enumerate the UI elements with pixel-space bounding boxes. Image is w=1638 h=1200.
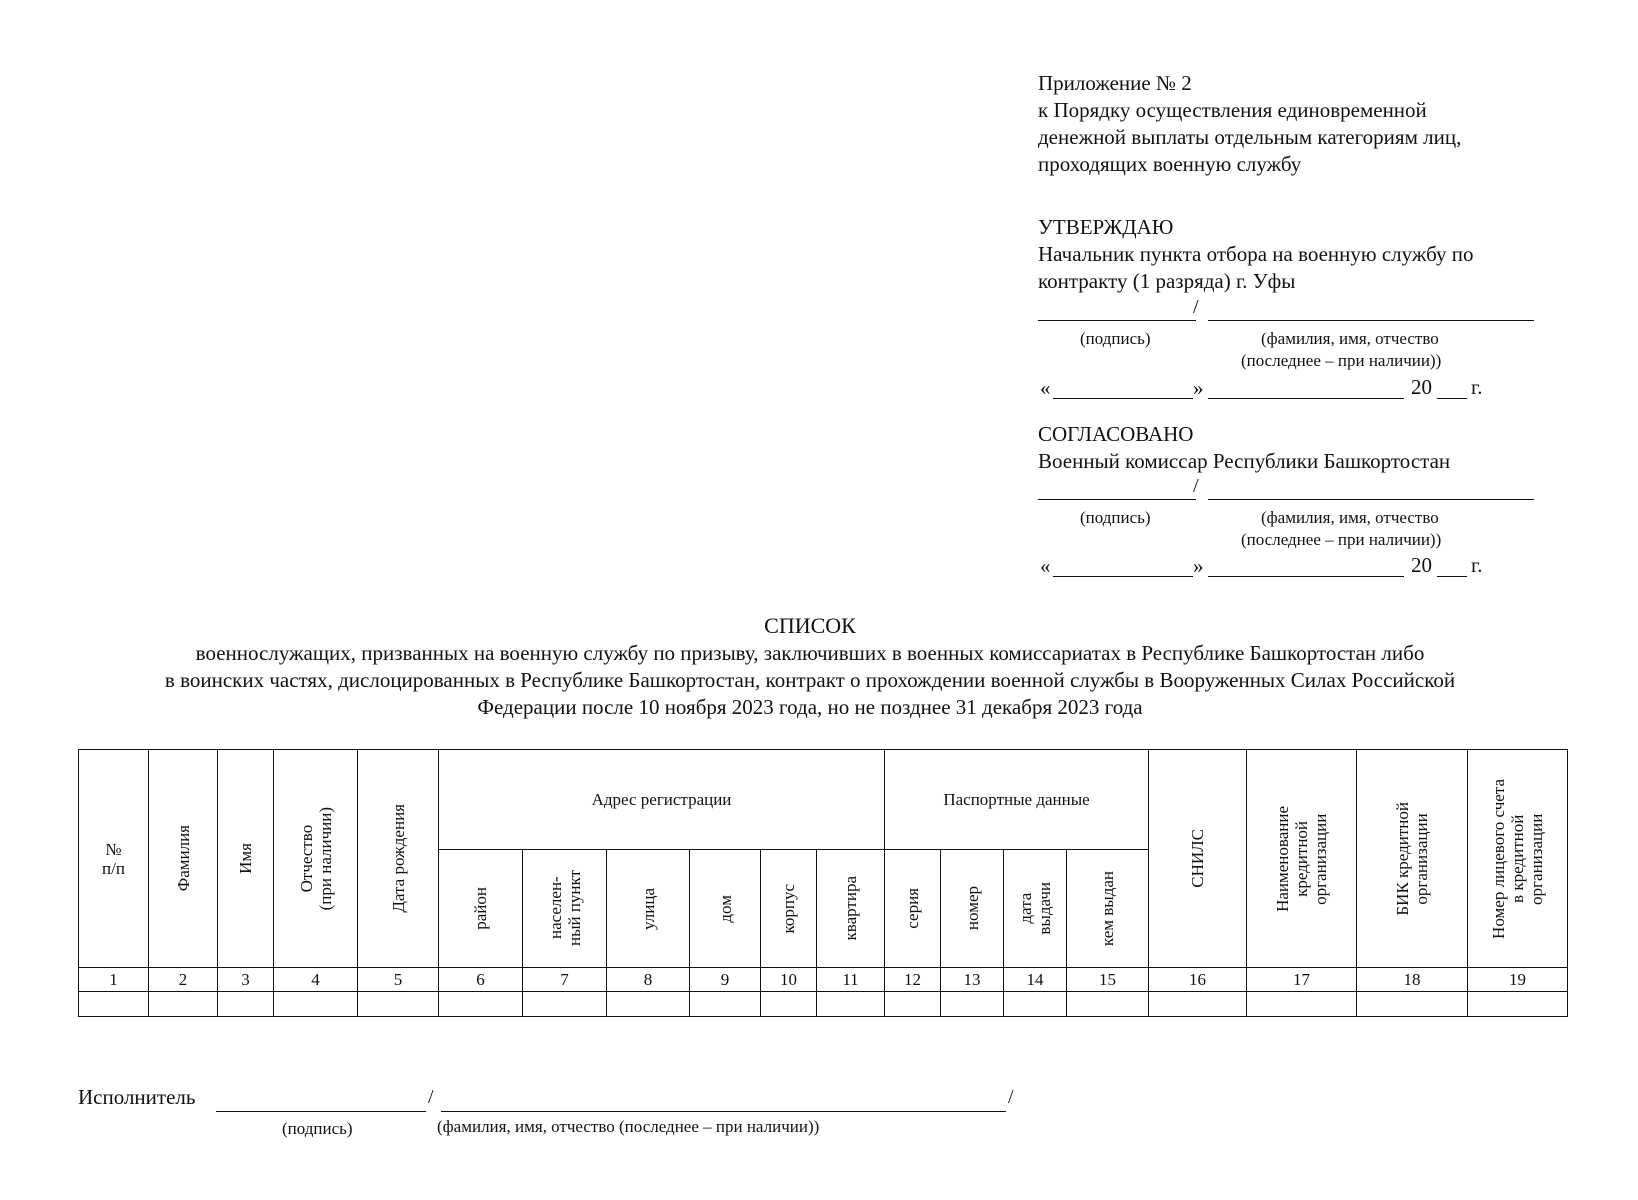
column-number: 1 <box>109 970 118 989</box>
header-account-label: Номер лицевого счета в кредитной организации <box>1489 778 1546 939</box>
approve-name-caption-2: (последнее – при наличии)) <box>1241 351 1442 370</box>
approve-year-suffix: г. <box>1471 375 1483 399</box>
header-issued-by <box>1066 849 1149 968</box>
title-line: в воинских частях, дислоцированных в Республике Башкортостан, контракт о прохождении военной службы в Вооруженных Силах Российской <box>164 668 1456 692</box>
header-apartment <box>816 849 885 968</box>
column-number-cell <box>438 967 523 992</box>
column-number-cell <box>1148 967 1247 992</box>
header-building <box>760 849 817 968</box>
agreed-year-field[interactable] <box>1437 576 1467 577</box>
header-series-label: серия <box>903 888 922 929</box>
data-cell[interactable] <box>357 991 439 1017</box>
title-line: Федерации после 10 ноября 2023 года, но не позднее 31 декабря 2023 года <box>477 695 1143 719</box>
agreed-position: Военный комиссар Республики Башкортостан <box>1038 449 1451 473</box>
header-name-label: Имя <box>236 843 255 874</box>
data-cell[interactable] <box>217 991 274 1017</box>
header-bik-label: БИК кредитной организации <box>1393 801 1431 916</box>
header-num <box>78 749 149 968</box>
header-address-group-label: Адрес регистрации <box>591 790 732 809</box>
header-district-label: район <box>471 887 490 930</box>
column-number-cell <box>522 967 607 992</box>
executor-name-caption: (фамилия, имя, отчество (последнее – при наличии)) <box>437 1117 820 1136</box>
data-cell[interactable] <box>1003 991 1067 1017</box>
executor-signature-caption: (подпись) <box>282 1119 353 1138</box>
appendix-block <box>1038 70 1461 178</box>
header-surname-label: Фамилия <box>173 825 193 892</box>
column-number: 16 <box>1189 970 1206 989</box>
agreed-slash: / <box>1193 475 1199 497</box>
data-cell[interactable] <box>1066 991 1149 1017</box>
personnel-table <box>78 749 1568 1019</box>
agreed-quote-close: » <box>1193 554 1204 578</box>
header-birth-date <box>357 749 439 968</box>
column-number: 15 <box>1099 970 1116 989</box>
header-district <box>438 849 523 968</box>
column-number-cell <box>1356 967 1468 992</box>
agreed-name-caption-2: (последнее – при наличии)) <box>1241 530 1442 549</box>
agreed-name-caption-1: (фамилия, имя, отчество <box>1261 508 1439 527</box>
data-cell[interactable] <box>606 991 690 1017</box>
column-number: 9 <box>720 970 730 989</box>
header-snils-label: СНИЛС <box>1188 829 1207 888</box>
header-num-label: № п/п <box>102 839 125 878</box>
data-cell[interactable] <box>78 991 149 1017</box>
column-number: 13 <box>963 970 981 989</box>
data-cell[interactable] <box>148 991 218 1017</box>
header-locality-label: населен- ный пункт <box>545 870 584 947</box>
column-number-cell <box>1066 967 1149 992</box>
data-cell[interactable] <box>522 991 607 1017</box>
executor-slash: / <box>428 1086 434 1108</box>
column-number: 3 <box>241 970 250 989</box>
header-bank-name <box>1246 749 1357 968</box>
column-number-cell <box>78 967 149 992</box>
approve-position-line: Начальник пункта отбора на военную службу по <box>1038 242 1474 266</box>
header-street-label: улица <box>638 887 658 930</box>
data-cell[interactable] <box>1148 991 1247 1017</box>
approve-name-caption-1: (фамилия, имя, отчество <box>1261 329 1439 348</box>
data-cell[interactable] <box>940 991 1004 1017</box>
header-birth-date-label: Дата рождения <box>388 804 408 913</box>
approve-day-field[interactable] <box>1053 398 1193 399</box>
agreed-quote-open: « <box>1040 554 1051 578</box>
approve-quote-close: » <box>1193 376 1204 400</box>
column-number: 19 <box>1509 970 1526 989</box>
header-patronymic <box>273 749 358 968</box>
data-cell[interactable] <box>689 991 761 1017</box>
approve-slash: / <box>1193 296 1199 318</box>
title-block <box>60 612 1560 721</box>
agreed-month-field[interactable] <box>1208 576 1404 577</box>
column-number-cell <box>760 967 817 992</box>
approve-signature-field[interactable] <box>1038 320 1196 321</box>
title-line: военнослужащих, призванных на военную службу по призыву, заключивших в военных комиссариатах в Республике Башкортостан либо <box>195 641 1425 665</box>
column-number: 14 <box>1026 970 1044 989</box>
header-locality <box>522 849 607 968</box>
header-issue-date-label: дата выдачи <box>1016 882 1054 935</box>
column-number-cell <box>1003 967 1067 992</box>
approve-quote-open: « <box>1040 376 1051 400</box>
approve-month-field[interactable] <box>1208 398 1404 399</box>
agreed-name-field[interactable] <box>1208 499 1534 500</box>
header-name <box>217 749 274 968</box>
header-issue-date <box>1003 849 1067 968</box>
data-cell[interactable] <box>884 991 941 1017</box>
header-building-label: корпус <box>779 883 798 934</box>
column-number: 5 <box>393 970 403 989</box>
column-number: 2 <box>178 970 188 989</box>
column-number: 4 <box>311 970 320 989</box>
column-number: 6 <box>476 970 485 989</box>
approve-block <box>1038 214 1473 295</box>
data-cell[interactable] <box>1246 991 1357 1017</box>
header-passport-group-label: Паспортные данные <box>943 790 1090 809</box>
column-number: 17 <box>1293 970 1310 989</box>
column-number: 7 <box>560 970 569 989</box>
header-account <box>1467 749 1568 968</box>
header-issued-by-label: кем выдан <box>1098 870 1117 947</box>
column-number-cell <box>940 967 1004 992</box>
data-cell[interactable] <box>273 991 358 1017</box>
agreed-year-suffix: г. <box>1471 553 1483 577</box>
appendix-line: Приложение № 2 <box>1038 71 1192 95</box>
agreed-day-field[interactable] <box>1053 576 1193 577</box>
appendix-line: к Порядку осуществления единовременной <box>1038 98 1427 122</box>
agreed-year-prefix: 20 <box>1411 553 1432 577</box>
column-number-cell <box>606 967 690 992</box>
column-number-cell <box>148 967 218 992</box>
column-number-cell <box>689 967 761 992</box>
executor-signature-field[interactable] <box>216 1111 426 1112</box>
executor-name-field[interactable] <box>441 1111 1006 1112</box>
data-cell[interactable] <box>760 991 817 1017</box>
header-series <box>884 849 941 968</box>
data-cell[interactable] <box>816 991 885 1017</box>
column-number-cell <box>816 967 885 992</box>
column-number: 12 <box>904 970 921 989</box>
executor-label: Исполнитель <box>78 1085 196 1109</box>
approve-name-field[interactable] <box>1208 320 1534 321</box>
column-number-cell <box>1246 967 1357 992</box>
column-number-cell <box>273 967 358 992</box>
header-address-group <box>438 749 885 850</box>
data-cell[interactable] <box>438 991 523 1017</box>
data-cell[interactable] <box>1467 991 1568 1017</box>
header-number-label: номер <box>962 886 982 931</box>
appendix-line: проходящих военную службу <box>1038 152 1302 176</box>
column-number-cell <box>357 967 439 992</box>
header-street <box>606 849 690 968</box>
document-title: СПИСОК <box>764 613 856 638</box>
executor-end-slash: / <box>1008 1086 1014 1108</box>
header-house-label: дом <box>715 894 735 923</box>
agreed-signature-caption: (подпись) <box>1080 508 1151 527</box>
column-number: 10 <box>780 970 797 989</box>
column-number-cell <box>1467 967 1568 992</box>
approve-heading: УТВЕРЖДАЮ <box>1038 215 1174 239</box>
appendix-line: денежной выплаты отдельным категориям лиц, <box>1038 125 1462 149</box>
header-apartment-label: квартира <box>841 876 860 941</box>
approve-signature-caption: (подпись) <box>1080 329 1151 348</box>
column-number-cell <box>217 967 274 992</box>
column-number-cell <box>884 967 941 992</box>
header-surname <box>148 749 218 968</box>
header-house <box>689 849 761 968</box>
header-number <box>940 849 1004 968</box>
agreed-signature-field[interactable] <box>1038 499 1196 500</box>
header-passport-group <box>884 749 1149 850</box>
header-bik <box>1356 749 1468 968</box>
column-number: 8 <box>643 970 653 989</box>
column-number: 11 <box>842 970 859 989</box>
agreed-block <box>1038 421 1450 475</box>
header-patronymic-label: Отчество (при наличии) <box>296 806 335 911</box>
data-cell[interactable] <box>1356 991 1468 1017</box>
header-snils <box>1148 749 1247 968</box>
column-number: 18 <box>1403 970 1421 989</box>
agreed-heading: СОГЛАСОВАНО <box>1038 422 1194 446</box>
approve-year-prefix: 20 <box>1411 375 1432 399</box>
approve-year-field[interactable] <box>1437 398 1467 399</box>
header-bank-name-label: Наименование кредитной организации <box>1273 805 1330 912</box>
approve-position-line: контракту (1 разряда) г. Уфы <box>1038 269 1296 293</box>
